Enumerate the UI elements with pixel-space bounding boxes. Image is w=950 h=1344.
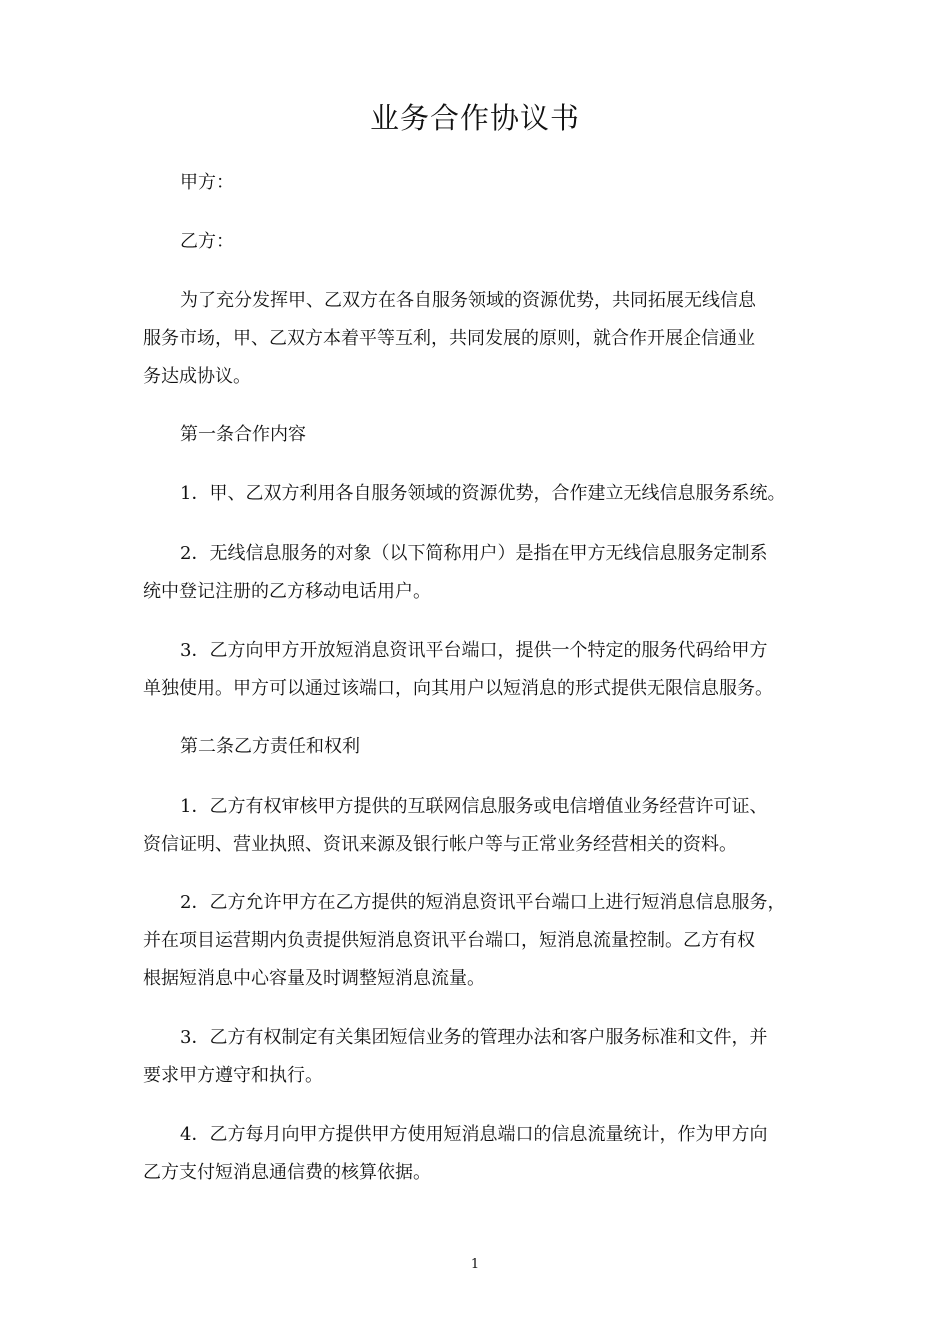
- text-line: 3．乙方有权制定有关集团短信业务的管理办法和客户服务标准和文件，并: [180, 1027, 768, 1048]
- article-2-item-3: [143, 1019, 823, 1095]
- text-line: 统中登记注册的乙方移动电话用户。: [143, 581, 431, 602]
- text-line: 服务市场，甲、乙双方本着平等互利，共同发展的原则，就合作开展企信通业: [143, 328, 755, 349]
- text-line: 要求甲方遵守和执行。: [143, 1065, 323, 1086]
- text-line: 为了充分发挥甲、乙双方在各自服务领域的资源优势，共同拓展无线信息: [180, 290, 756, 311]
- text-line: 1．乙方有权审核甲方提供的互联网信息服务或电信增值业务经营许可证、: [180, 796, 768, 817]
- text-line: 并在项目运营期内负责提供短消息资讯平台端口，短消息流量控制。乙方有权: [143, 930, 755, 951]
- text-line: 单独使用。甲方可以通过该端口，向其用户以短消息的形式提供无限信息服务。: [143, 678, 773, 699]
- article-2-item-1: [143, 788, 823, 864]
- document-title: 业务合作协议书: [369, 101, 580, 135]
- text-line: 2．乙方允许甲方在乙方提供的短消息资讯平台端口上进行短消息信息服务，: [180, 892, 786, 913]
- party-a-label: 甲方：: [180, 172, 234, 193]
- article-1-heading: [143, 416, 823, 454]
- page-number: 1: [470, 1257, 480, 1272]
- section-heading: 第一条合作内容: [180, 424, 306, 445]
- party-a-line: [143, 164, 823, 202]
- article-2-item-2: [143, 884, 823, 998]
- text-line: 乙方支付短消息通信费的核算依据。: [143, 1162, 431, 1183]
- article-1-item-3: [143, 632, 823, 708]
- party-b-label: 乙方：: [180, 231, 234, 252]
- text-line: 务达成协议。: [143, 366, 251, 387]
- article-2-item-4: [143, 1116, 823, 1192]
- article-2-heading: [143, 728, 823, 766]
- section-heading: 第二条乙方责任和权利: [180, 736, 360, 757]
- article-1-item-2: [143, 535, 823, 611]
- text-line: 资信证明、营业执照、资讯来源及银行帐户等与正常业务经营相关的资料。: [143, 834, 737, 855]
- article-1-item-1: [143, 475, 823, 513]
- text-line: 3．乙方向甲方开放短消息资讯平台端口，提供一个特定的服务代码给甲方: [180, 640, 768, 661]
- text-line: 2．无线信息服务的对象（以下简称用户）是指在甲方无线信息服务定制系: [180, 543, 768, 564]
- text-line: 4．乙方每月向甲方提供甲方使用短消息端口的信息流量统计，作为甲方向: [180, 1124, 768, 1145]
- intro-paragraph: [143, 282, 823, 396]
- text-line: 根据短消息中心容量及时调整短消息流量。: [143, 968, 485, 989]
- text-line: 1．甲、乙双方利用各自服务领域的资源优势，合作建立无线信息服务系统。: [180, 483, 786, 504]
- party-b-line: [143, 223, 823, 261]
